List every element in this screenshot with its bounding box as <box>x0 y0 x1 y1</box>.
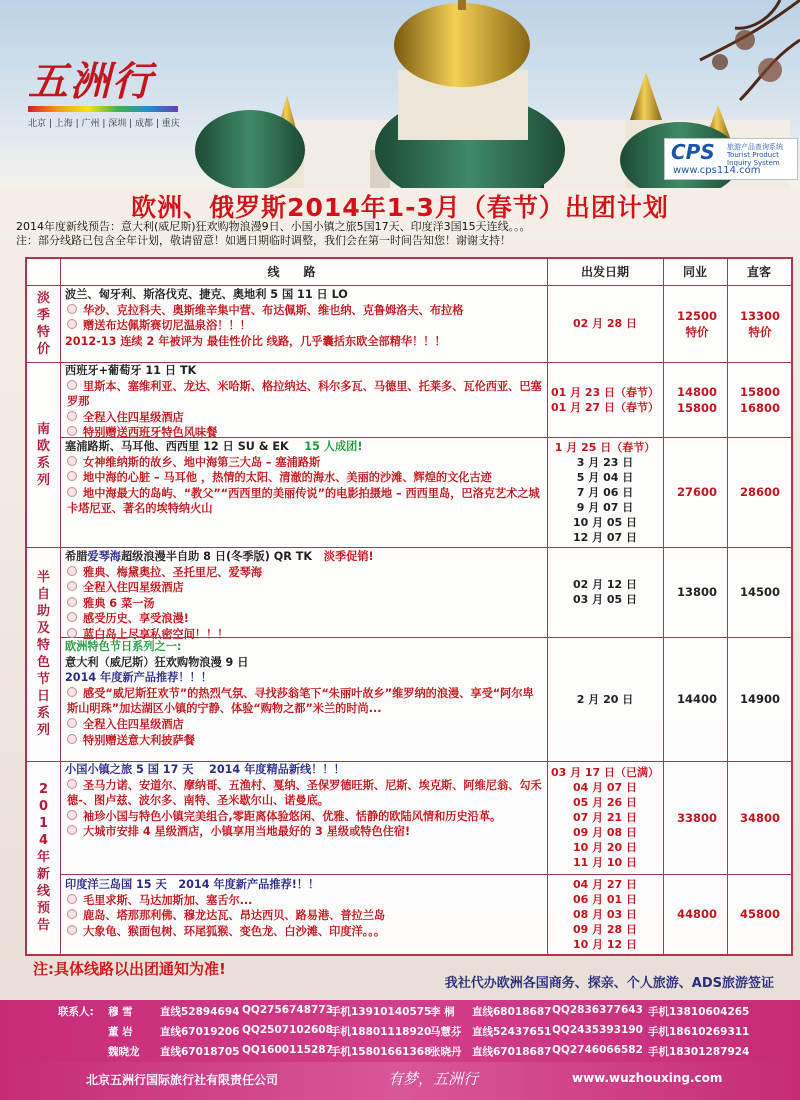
route-highlight: 雅典 6 菜一汤 <box>65 596 543 612</box>
branch-cities: 北京 | 上海 | 广州 | 深圳 | 成都 | 重庆 <box>28 119 180 129</box>
flower-bullet-icon <box>67 566 77 576</box>
header-date: 出发日期 <box>580 265 629 279</box>
promo-tag: 淡季促销! <box>323 550 374 563</box>
departure-date: 7 月 06 日 <box>576 485 634 499</box>
visa-service-note: 我社代办欧洲各国商务、探亲、个人旅游、ADS旅游签证 <box>444 976 774 991</box>
contact-name: 穆 雪 <box>108 1006 133 1018</box>
departure-date: 3 月 23 日 <box>576 455 634 469</box>
price-value: 28600 <box>739 485 780 499</box>
contact-row <box>0 1044 800 1064</box>
departure-date-full: 03 月 17 日（已满） <box>550 766 660 779</box>
route-title: 希腊爱琴海超级浪漫半自助 8 日(冬季版) QR TK 淡季促销! <box>65 550 374 563</box>
footer-note: 注:具体线路以出团通知为准! <box>33 960 226 978</box>
header-route: 线路 <box>267 265 340 279</box>
price-value: 44800 <box>676 907 717 921</box>
departure-dates <box>549 637 661 761</box>
cps-url[interactable]: www.cps114.com <box>673 165 761 176</box>
contact-qq[interactable]: QQ2756748773 <box>242 1004 333 1016</box>
flower-bullet-icon <box>67 319 77 329</box>
departure-dates <box>549 761 661 874</box>
price-value: 16800 <box>739 400 780 415</box>
route-title: 塞浦路斯、马耳他、西西里 12 日 SU & EK 15 人成团! <box>65 440 363 453</box>
series-label: 欧洲特色节日系列之一: <box>65 640 182 653</box>
departure-date: 08 月 03 日 <box>572 907 638 921</box>
price-value: 12500 <box>676 308 717 323</box>
header-retail-price: 直客 <box>746 265 771 279</box>
departure-date: 03 月 05 日 <box>572 593 638 606</box>
new-product-tag: 2014 年度新产品推荐！！！ <box>65 671 212 685</box>
peer-price <box>664 547 730 637</box>
peer-price <box>664 761 730 874</box>
departure-date: 01 月 27 日（春节） <box>550 400 660 414</box>
contact-panel <box>0 1000 800 1062</box>
flower-bullet-icon <box>67 894 77 904</box>
intro <box>16 220 786 248</box>
flower-bullet-icon <box>67 810 77 820</box>
route-highlight: 华沙、克拉科夫、奥斯维辛集中营、布达佩斯、维也纳、克鲁姆洛夫、布拉格 <box>65 303 543 319</box>
price-value: 33800 <box>676 810 717 825</box>
cps-logo: CPS <box>671 140 715 164</box>
contact-name: 董 岩 <box>108 1026 133 1038</box>
contact-tel[interactable]: 直线52437651 <box>472 1026 552 1038</box>
logo-rainbow-stroke <box>28 106 178 112</box>
departure-dates <box>549 547 661 637</box>
route-title: 意大利（威尼斯）狂欢购物浪漫 9 日 <box>65 655 249 669</box>
price-tag: 特价 <box>685 324 709 339</box>
flower-bullet-icon <box>67 909 77 919</box>
route-highlight: 特别赠送意大利披萨餐 <box>65 733 543 749</box>
contact-tel[interactable]: 直线67019206 <box>160 1026 240 1038</box>
flower-bullet-icon <box>67 380 77 390</box>
departure-date: 09 月 28 日 <box>572 922 638 936</box>
category-new-lines-2014: 2014年新线预告 <box>37 782 51 933</box>
intro-new-lines: 2014年度新线预告：意大利(威尼斯)狂欢购物浪漫9日、小国小镇之旅5国17天、印度洋3国15天连线。。。 <box>16 220 531 233</box>
retail-price <box>727 285 793 362</box>
flower-bullet-icon <box>67 426 77 436</box>
route-highlight: 全程入住四星级酒店 <box>65 580 543 596</box>
flower-bullet-icon <box>67 628 77 638</box>
route-highlight: 特别赠送西班牙特色风味餐 <box>65 425 543 441</box>
retail-price <box>727 547 793 637</box>
tour-schedule-table <box>25 257 793 956</box>
route-highlight: 大城市安排 4 星级酒店，小镇享用当地最好的 3 星级或特色住宿! <box>65 824 543 840</box>
flower-bullet-icon <box>67 734 77 744</box>
peer-price <box>664 285 730 362</box>
route-award-note: 2012-13 连续 2 年被评为 最佳性价比 线路，几乎囊括东欧全部精华！！！ <box>65 334 446 348</box>
route-title: 印度洋三岛国 15 天 2014 年度新产品推荐!！！ <box>65 878 320 891</box>
cps-badge <box>664 138 798 180</box>
column-divider <box>60 259 61 954</box>
price-value: 45800 <box>739 907 780 921</box>
route-highlight: 鹿岛、塔那那利佛、穆龙达瓦、昂达西贝、路易港、普拉兰岛 <box>65 908 543 924</box>
contact-name: 魏晓龙 <box>108 1046 140 1058</box>
route-small-countries <box>65 762 543 840</box>
contact-row <box>0 1004 800 1024</box>
website-link[interactable]: www.wuzhouxing.com <box>572 1071 723 1085</box>
peer-price <box>664 874 730 954</box>
peer-price <box>664 637 730 761</box>
contact-qq[interactable]: QQ2836377643 <box>552 1004 643 1016</box>
departure-date: 05 月 26 日 <box>572 796 638 809</box>
contact-mobile[interactable]: 手机15801661368 <box>330 1046 432 1058</box>
contact-name: 李 桐 <box>430 1006 455 1018</box>
route-title: 西班牙+葡萄牙 11 日 TK <box>65 364 197 377</box>
retail-price <box>727 362 793 437</box>
company-name: 北京五洲行国际旅行社有限责任公司 <box>86 1073 279 1087</box>
route-highlight: 蓝白岛上尽享私密空间！！！ <box>65 627 543 643</box>
flower-bullet-icon <box>67 581 77 591</box>
header-photo <box>0 0 800 188</box>
price-value: 34800 <box>739 810 780 825</box>
route-highlight: 大象龟、猴面包树、环尾狐猴、变色龙、白沙滩、印度洋。。。 <box>65 924 543 940</box>
departure-date: 5 月 04 日 <box>576 470 634 484</box>
flower-bullet-icon <box>67 825 77 835</box>
route-highlight: 地中海最大的岛屿、“教父”“西西里的美丽传说”的电影拍摄地 – 西西里岛，巴洛克艺术之城卡塔尼亚、著名的埃特纳火山 <box>67 486 540 516</box>
price-value: 14500 <box>739 585 780 599</box>
route-title: 波兰、匈牙利、斯洛伐克、捷克、奥地利 5 国 11 日 LO <box>65 288 348 301</box>
flower-bullet-icon <box>67 456 77 466</box>
route-highlight: 感受“威尼斯狂欢节”的热烈气氛、寻找莎翁笔下“朱丽叶故乡”维罗纳的浪漫、享受“阿尔卑斯山明珠”加达湖区小镇的宁静、体验“购物之都”米兰的时尚... <box>67 686 534 716</box>
departure-date: 10 月 05 日 <box>572 515 638 529</box>
flower-bullet-icon <box>67 779 77 789</box>
departure-date: 09 月 08 日 <box>572 826 638 839</box>
contact-label: 联系人: <box>58 1006 94 1018</box>
retail-price <box>727 874 793 954</box>
contact-mobile[interactable]: 手机18301287924 <box>648 1046 750 1058</box>
contact-tel[interactable]: 直线52894694 <box>160 1006 240 1018</box>
category-southern-europe: 南欧系列 <box>37 421 51 488</box>
contact-mobile[interactable]: 手机13810604265 <box>648 1006 750 1018</box>
flower-bullet-icon <box>67 718 77 728</box>
contact-qq[interactable]: QQ2435393190 <box>552 1024 643 1036</box>
contact-tel[interactable]: 直线67018705 <box>160 1046 240 1058</box>
departure-date: 10 月 20 日 <box>572 841 638 854</box>
flower-bullet-icon <box>67 471 77 481</box>
contact-mobile[interactable]: 手机18801118920 <box>330 1026 432 1038</box>
flower-bullet-icon <box>67 304 77 314</box>
departure-date: 9 月 07 日 <box>576 500 634 514</box>
departure-date: 02 月 28 日 <box>572 317 638 330</box>
price-tag: 特价 <box>748 324 772 339</box>
route-cyprus-malta-sicily <box>65 439 543 517</box>
route-highlight: 全程入住四星级酒店 <box>65 410 543 426</box>
contact-row <box>0 1024 800 1044</box>
departure-date: 1 月 25 日（春节） <box>554 440 656 454</box>
price-value: 27600 <box>676 485 717 499</box>
category-off-season: 淡季特价 <box>37 290 51 357</box>
departure-date: 12 月 07 日 <box>572 530 638 544</box>
header-peer-price: 同业 <box>682 265 707 279</box>
flower-bullet-icon <box>67 612 77 622</box>
peer-price <box>664 362 730 437</box>
route-highlight: 感受历史、享受浪漫! <box>65 611 543 627</box>
flower-bullet-icon <box>67 925 77 935</box>
route-highlight: 圣马力诺、安道尔、摩纳哥、五渔村、戛纳、圣保罗德旺斯、尼斯、埃克斯、阿维尼翁、勾禾德-、图卢兹、波尔多、南特、圣米歇尔山、诺曼底。 <box>67 778 542 808</box>
price-value: 14400 <box>676 692 717 706</box>
brand-slogan: 有梦，五洲行 <box>388 1070 479 1088</box>
contact-name: 马慧芬 <box>430 1026 462 1038</box>
departure-dates <box>549 362 661 437</box>
flower-bullet-icon <box>67 411 77 421</box>
price-value: 13300 <box>739 308 780 323</box>
departure-date: 2 月 20 日 <box>576 692 634 706</box>
departure-date: 01 月 23 日（春节） <box>550 385 660 399</box>
route-spain-portugal <box>65 363 543 441</box>
new-product-tag: 2014 年度新产品推荐!！！ <box>178 878 320 891</box>
route-highlight: 赠送布达佩斯赛切尼温泉浴！！！ <box>65 318 543 334</box>
route-highlight: 里斯本、塞维利亚、龙达、米哈斯、格拉纳达、科尔多瓦、马德里、托莱多、瓦伦西亚、巴塞罗那 <box>67 379 542 409</box>
flower-bullet-icon <box>67 487 77 497</box>
retail-price <box>727 637 793 761</box>
route-highlight: 毛里求斯、马达加斯加、塞舌尔... <box>65 893 543 909</box>
route-title: 小国小镇之旅 5 国 17 天 2014 年度精品新线！！！ <box>65 763 345 776</box>
price-value: 13800 <box>676 585 717 599</box>
route-highlight: 雅典、梅黛奥拉、圣托里尼、爱琴海 <box>65 565 543 581</box>
flower-bullet-icon <box>67 597 77 607</box>
route-indian-ocean <box>65 877 543 939</box>
contact-name: 张晓丹 <box>430 1046 462 1058</box>
route-highlight: 袖珍小国与特色小镇完美组合,零距离体验悠闲、优雅、恬静的欧陆风情和历史沿革。 <box>65 809 543 825</box>
brand-logo <box>28 60 198 129</box>
column-divider <box>547 259 548 954</box>
route-italy-venice <box>65 639 543 748</box>
group-size-badge: 15 人成团! <box>304 440 363 453</box>
page-title: 欧洲、俄罗斯2014年1-3月（春节）出团计划 <box>131 193 669 222</box>
cps-tagline: 旅游产品查询系统 Tourist Product Inquiry System <box>727 143 783 167</box>
contact-mobile[interactable]: 手机18610269311 <box>648 1026 750 1038</box>
departure-dates <box>549 874 661 954</box>
contact-qq[interactable]: QQ2507102608 <box>242 1024 333 1036</box>
peer-price <box>664 437 730 547</box>
price-value: 15800 <box>676 400 717 415</box>
contact-tel[interactable]: 直线68018687 <box>472 1006 552 1018</box>
contact-mobile[interactable]: 手机13910140575 <box>330 1006 432 1018</box>
departure-date: 10 月 12 日 <box>572 937 638 951</box>
flower-bullet-icon <box>67 687 77 697</box>
intro-notice: 注：部分线路已包含全年计划，敬请留意！如遇日期临时调整，我们会在第一时间告知您！谢谢支持！ <box>16 234 511 247</box>
route-greece <box>65 549 543 643</box>
price-value: 15800 <box>739 384 780 399</box>
retail-price <box>727 761 793 874</box>
departure-date: 11 月 10 日 <box>572 856 638 869</box>
departure-date: 04 月 27 日 <box>572 877 638 891</box>
new-line-tag: 2014 年度精品新线！！！ <box>209 763 345 776</box>
retail-price <box>727 437 793 547</box>
route-highlight: 地中海的心脏 – 马耳他 ，热情的太阳、清澈的海水、美丽的沙滩、辉煌的文化古迹 <box>65 470 543 486</box>
route-eastern-europe <box>65 287 543 349</box>
departure-date: 02 月 12 日 <box>572 578 638 591</box>
departure-date: 07 月 21 日 <box>572 811 638 824</box>
logo-wordmark: 五洲行 <box>28 58 154 105</box>
route-highlight: 全程入住四星级酒店 <box>65 717 543 733</box>
departure-date: 04 月 07 日 <box>572 781 638 794</box>
footer-bar <box>0 1062 800 1100</box>
departure-date: 06 月 01 日 <box>572 892 638 906</box>
contact-qq[interactable]: QQ1600115287 <box>242 1044 333 1056</box>
price-value: 14900 <box>739 692 780 706</box>
category-semi-independent: 半自助及特色节日系列 <box>37 570 51 738</box>
departure-dates <box>549 285 661 362</box>
route-highlight: 女神维纳斯的故乡、地中海第三大岛 – 塞浦路斯 <box>65 455 543 471</box>
departure-dates <box>549 437 661 547</box>
contact-qq[interactable]: QQ2746066582 <box>552 1044 643 1056</box>
price-value: 14800 <box>676 384 717 399</box>
contact-tel[interactable]: 直线67018687 <box>472 1046 552 1058</box>
